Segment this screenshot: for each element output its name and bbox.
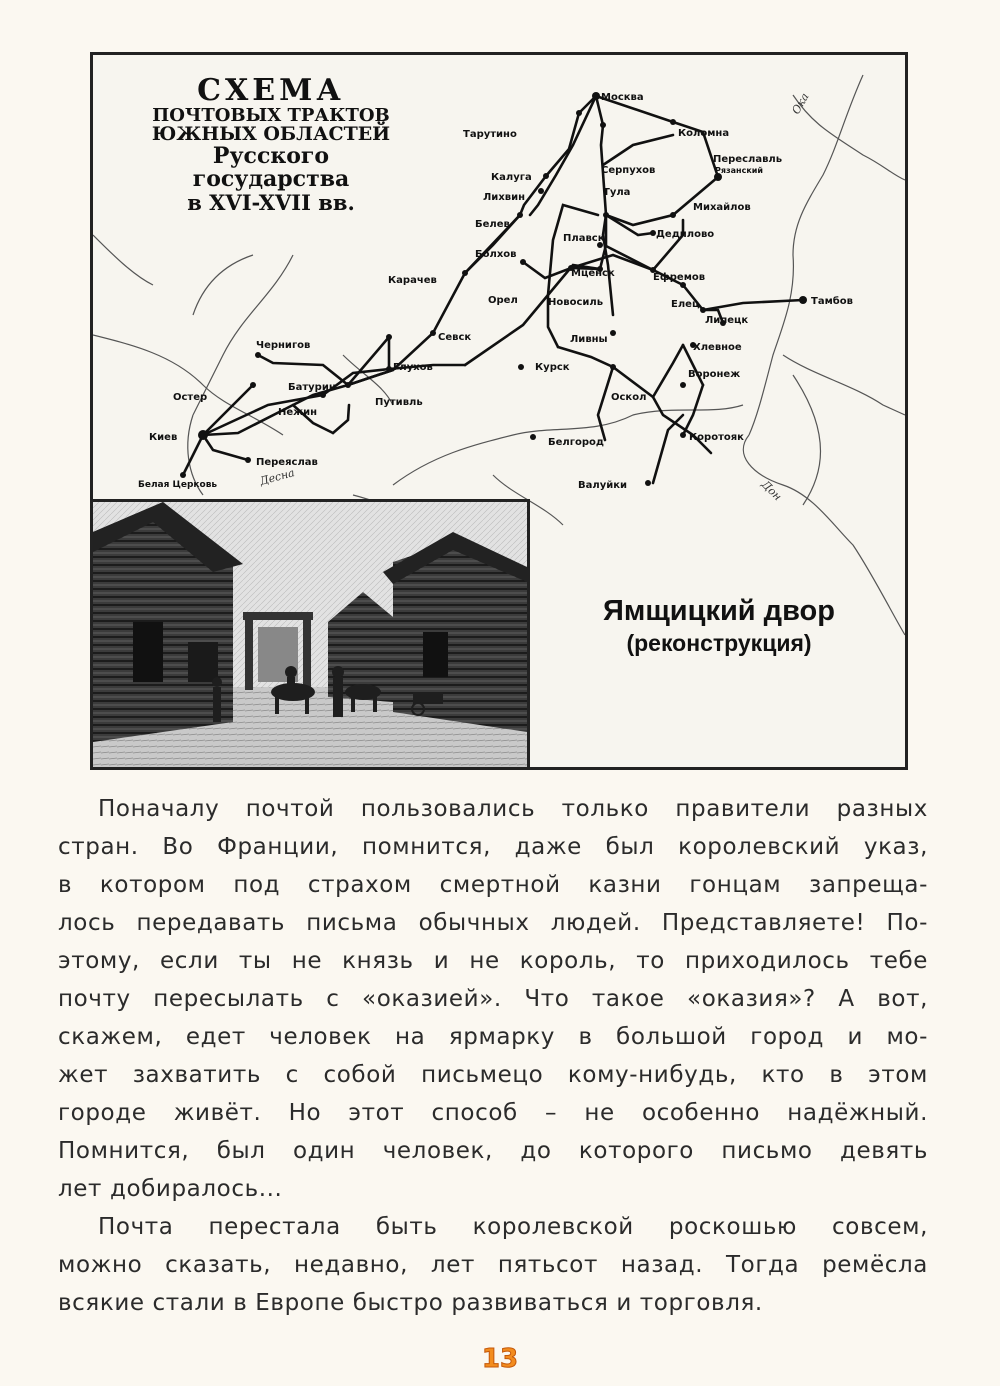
map-title-line-6: в XVI-XVII вв. [187,189,355,215]
city-tarutino: Тарутино [463,129,517,140]
city-dedilovo: Дедилово [656,229,715,240]
coachmen-yard-drawing [93,502,527,767]
city-nezhin: Нежин [278,407,318,418]
city-putivl: Путивль [375,397,423,408]
city-bolkhov: Болхов [475,249,517,260]
text-line: жет захватить с собой письмецо кому-нибудь, кто в этом [58,1062,928,1088]
city-likhvin: Лихвин [483,192,526,203]
city-novosil: Новосиль [548,297,604,308]
city-kaluga: Калуга [491,172,532,183]
city-kiev: Киев [149,432,178,443]
city-serpukhov: Серпухов [601,165,656,176]
city-valuyki: Валуйки [578,480,628,491]
city-korotoyak: Коротояк [689,432,744,443]
illustration-frame [90,52,908,770]
city-mtsensk: Мценск [571,268,615,279]
city-mikhailov: Михайлов [693,202,751,213]
city-oskol: Оскол [611,392,647,403]
caption-subtitle: (реконструкция) [626,630,812,656]
map-title-line-5: государства [192,166,350,193]
text-line: лет добиралось... [58,1176,283,1202]
city-moskva: Москва [601,92,644,103]
river-don-label: Дон [758,477,785,504]
city-plavsk: Плавск [563,233,605,244]
paragraph-1 [58,790,928,1208]
text-line: можно сказать, недавно, лет пятьсот назад. Тогда ремёсла [58,1252,928,1278]
map-title-line-1: СХЕМА [197,73,345,108]
city-oster: Остер [173,392,208,403]
river-desna-label: Десна [258,466,296,488]
text-line: почту пересылать с «оказией». Что такое «оказия»? А вот, [58,986,928,1012]
river-oka-label: Ока [789,90,812,117]
city-belev: Белев [475,219,510,230]
illustration-caption [533,595,905,657]
city-pereslavl-ryazansky: Рязанский [715,166,763,175]
city-efremov: Ефремов [653,272,706,283]
city-tambov: Тамбов [811,296,853,307]
map-title [121,75,421,214]
city-tula: Тула [603,187,631,198]
coachmen-yard-illustration [93,499,530,767]
city-lipetsk: Липецк [705,315,749,326]
caption-title: Ямщицкий двор [603,595,835,627]
city-voronezh: Воронеж [688,369,741,380]
city-pereslavl: Переславль [713,154,783,165]
text-line: в котором под страхом смертной казни гонцам запреща- [58,872,928,898]
text-line: всякие стали в Европе быстро развиваться и торговля. [58,1290,763,1316]
map-title-line-4: Русского [212,143,330,170]
text-line: лось передавать письма обычных людей. Представляете! По- [58,910,928,936]
city-kolomna: Коломна [678,128,730,139]
text-line: этому, если ты не князь и не король, то приходилось тебе [58,948,928,974]
text-line: скажем, едет человек на ярмарку в большой город и мо- [58,1024,928,1050]
city-pereyaslav: Переяслав [256,457,318,468]
text-line: стран. Во Франции, помнится, даже был королевский указ, [58,834,928,860]
text-line: Помнится, был один человек, до которого письмо девять [58,1138,928,1164]
text-line: Почта перестала быть королевской роскошью совсем, [98,1214,928,1240]
page-number: 13 [481,1344,519,1374]
city-elets: Елец [671,299,700,310]
city-glukhov: Глухов [393,362,433,373]
city-orel: Орел [488,295,518,306]
city-livny: Ливны [570,334,608,345]
city-kursk: Курск [535,362,570,373]
city-chernigov: Чернигов [256,340,311,351]
text-line: городе живёт. Но этот способ – не особенно надёжный. [58,1100,928,1126]
city-sevsk: Севск [438,332,472,343]
city-belaya-tserkov: Белая Церковь [138,480,218,490]
text-line: Поначалу почтой пользовались только правители разных [98,796,928,822]
city-karachev: Карачев [388,275,437,286]
paragraph-2 [58,1208,928,1322]
city-belgorod: Белгород [548,437,604,448]
body-text [58,790,928,1322]
city-baturin: Батурин [288,382,336,393]
map-title-line-3: ЮЖНЫХ ОБЛАСТЕЙ [151,123,391,146]
map-title-line-2: ПОЧТОВЫХ ТРАКТОВ [152,104,390,126]
city-khlevnoe: Хлевное [693,342,742,353]
